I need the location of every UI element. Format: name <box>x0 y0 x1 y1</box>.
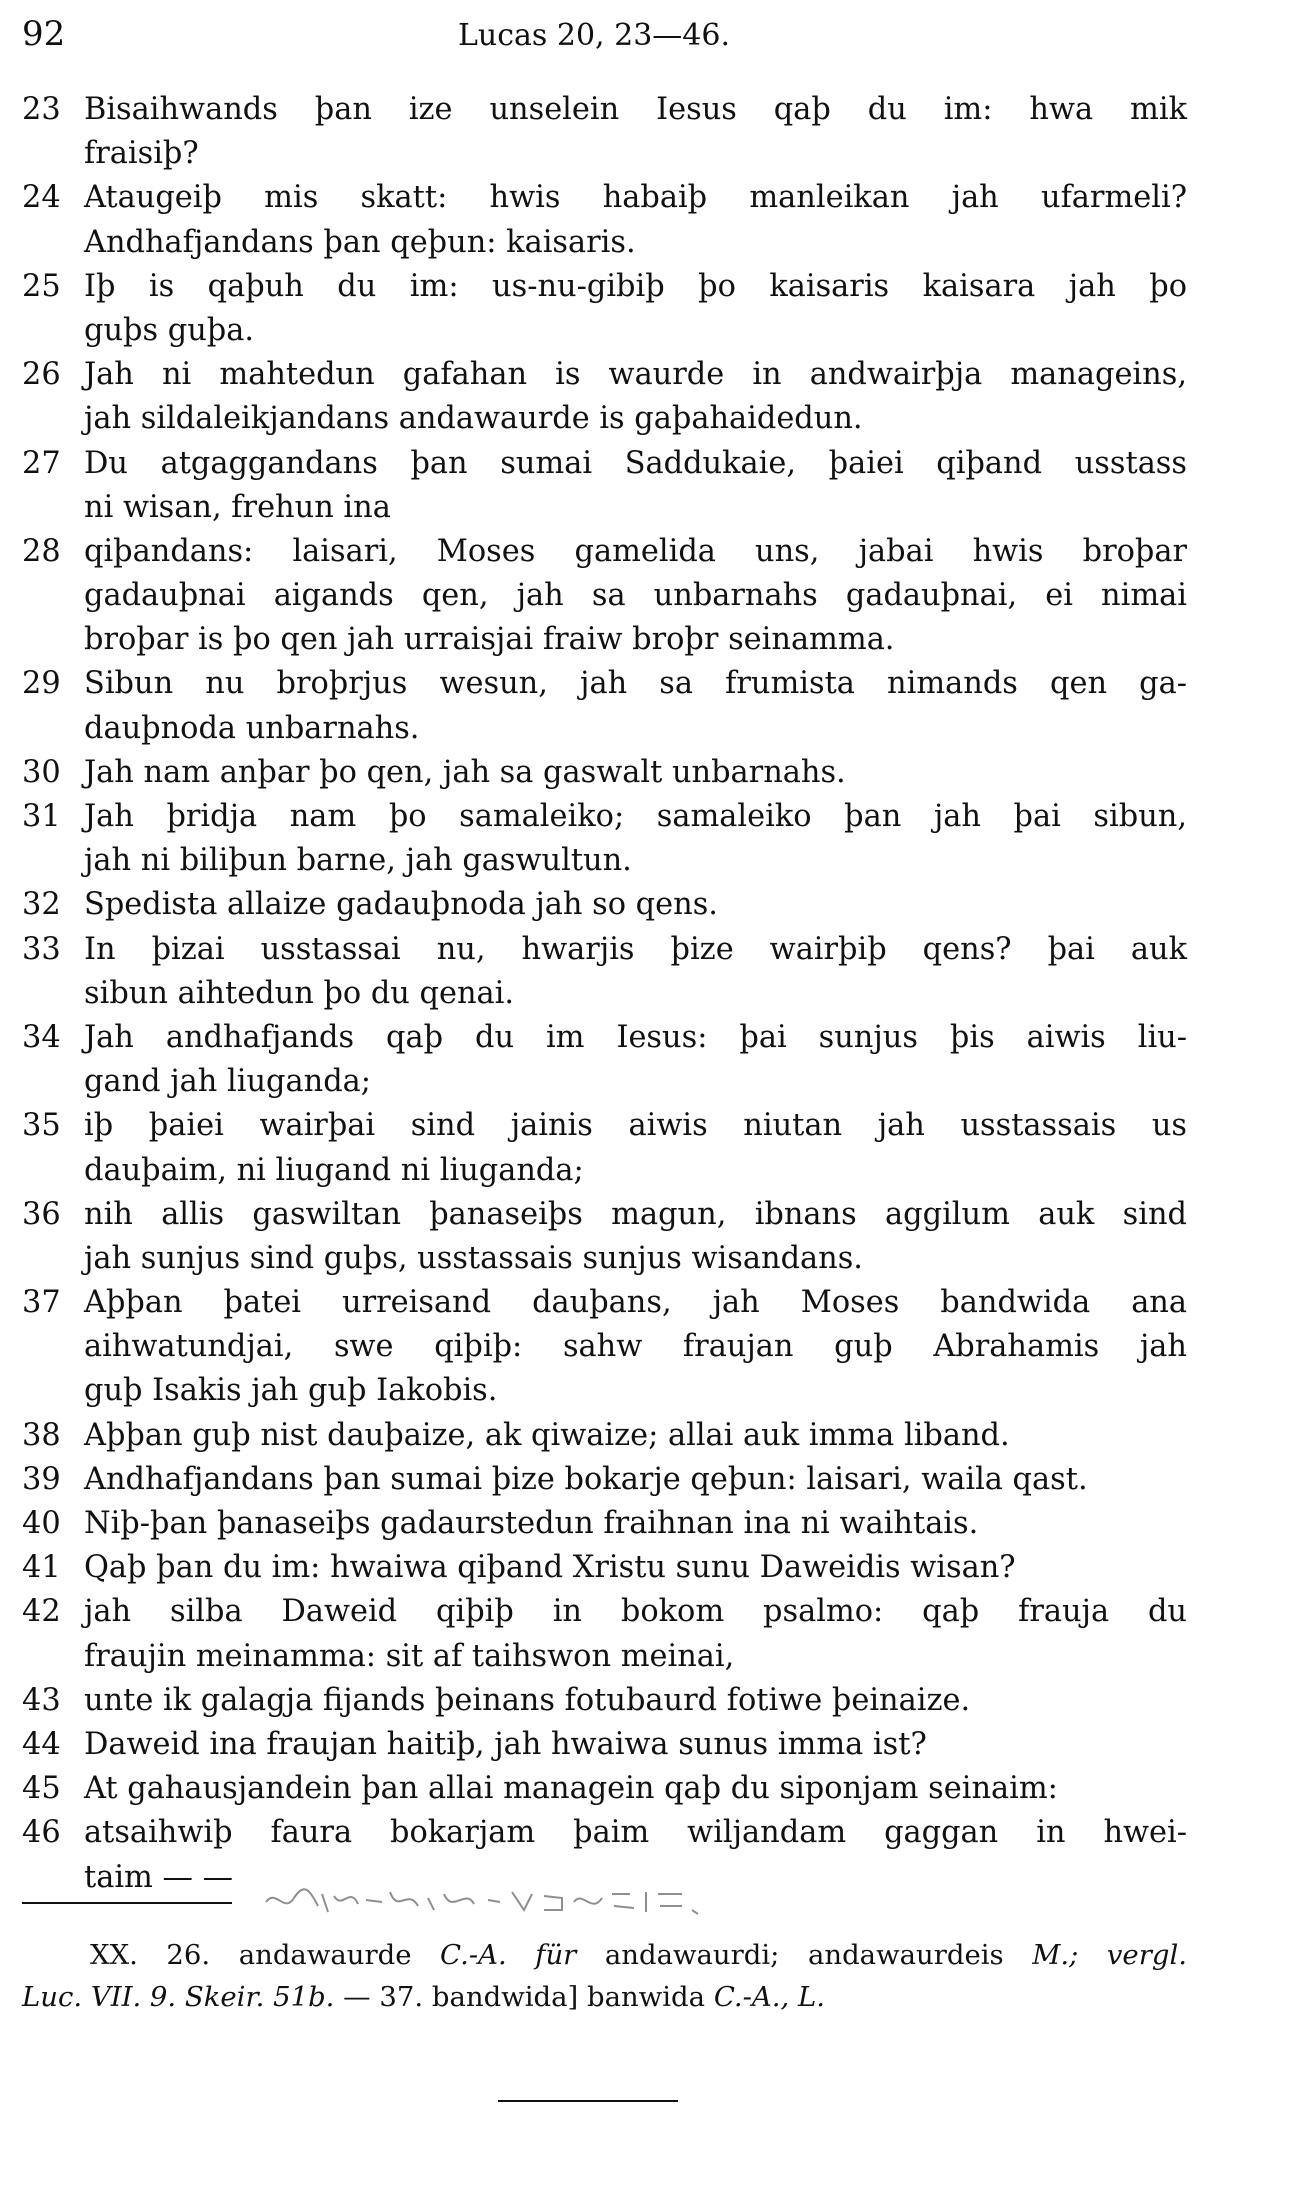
verse-number: 37 <box>22 1285 61 1321</box>
verse-line: Andhafjandans þan sumai þize bokarje qeþun: laisari, waila qast. <box>84 1461 1088 1497</box>
verse-text <box>84 353 1187 441</box>
verse-line: sibun aihtedun þo du qenai. <box>84 975 515 1011</box>
verse-text <box>84 1767 1187 1811</box>
verse-number: 31 <box>22 799 61 835</box>
verse-number: 26 <box>22 357 61 393</box>
verse-number: 40 <box>22 1506 61 1542</box>
verse-number: 46 <box>22 1815 61 1851</box>
verse-number: 28 <box>22 533 61 569</box>
verse-line: Jah andhafjands qaþ du im Iesus: þai sunjus þis aiwis liu- <box>84 1019 1187 1055</box>
verse-line: nih allis gaswiltan þanaseiþs magun, ibnans aggilum auk sind <box>84 1196 1187 1232</box>
footnote-text: andawaurdi; andawaurdeis <box>576 1939 1033 1971</box>
verse-line: At gahausjandein þan allai managein qaþ du siponjam seinaim: <box>84 1771 1058 1807</box>
verse-number: 42 <box>22 1594 61 1630</box>
verse <box>22 1767 1187 1811</box>
verse <box>22 176 1187 264</box>
verse-text <box>84 1458 1187 1502</box>
verse-line: Jah nam anþar þo qen, jah sa gaswalt unbarnahs. <box>84 754 846 790</box>
verse-line: Bisaihwands þan ize unselein Iesus qaþ du im: hwa mik <box>84 92 1187 127</box>
verse-text <box>84 1590 1187 1678</box>
verse-text <box>84 662 1187 750</box>
verse <box>22 751 1187 795</box>
verse <box>22 1590 1187 1678</box>
verse-line: dauþaim, ni liugand ni liuganda; <box>84 1152 584 1188</box>
footnote-line-2 <box>22 1976 1187 2018</box>
verse <box>22 1546 1187 1590</box>
verse-list <box>22 88 1187 1900</box>
verse-number: 24 <box>22 180 61 216</box>
verse-text <box>84 1193 1187 1281</box>
verse-line: Jah ni mahtedun gafahan is waurde in andwairþja manageins, <box>84 357 1187 393</box>
verse-text <box>84 88 1187 176</box>
verse-line: aihwatundjai, swe qiþiþ: sahw fraujan guþ Abrahamis jah <box>84 1329 1187 1365</box>
footnote-siglum: Luc. VII. 9. Skeir. 51b. <box>22 1981 335 2013</box>
verse-line: Andhafjandans þan qeþun: kaisaris. <box>84 224 636 260</box>
verse-text <box>84 1546 1187 1590</box>
verse-number: 41 <box>22 1550 61 1586</box>
verse-line: jah sildaleikjandans andawaurde is gaþahaidedun. <box>84 401 863 437</box>
verse-number: 39 <box>22 1461 61 1497</box>
verse-line: qiþandans: laisari, Moses gamelida uns, jabai hwis broþar <box>84 533 1187 569</box>
verse-line: Qaþ þan du im: hwaiwa qiþand Xristu sunu Daweidis wisan? <box>84 1550 1016 1586</box>
footnote-separator <box>22 1880 1187 1930</box>
verse-line: ni wisan, frehun ina <box>84 489 391 525</box>
verse-line: jah sunjus sind guþs, usstassais sunjus wisandans. <box>84 1240 863 1276</box>
verse <box>22 1193 1187 1281</box>
page-header <box>22 14 1182 64</box>
verse-text <box>84 751 1187 795</box>
footnotes <box>22 1934 1187 2018</box>
verse-number: 30 <box>22 754 61 790</box>
verse-text <box>84 1679 1187 1723</box>
verse-line: Sibun nu broþrjus wesun, jah sa frumista nimands qen ga- <box>84 666 1187 702</box>
verse-line: fraujin meinamma: sit af taihswon meinai, <box>84 1638 735 1674</box>
verse <box>22 353 1187 441</box>
verse-number: 23 <box>22 92 61 127</box>
verse <box>22 1281 1187 1414</box>
closing-rule <box>498 2100 678 2102</box>
verse <box>22 265 1187 353</box>
verse-line: fraisiþ? <box>84 136 199 172</box>
footnote-siglum: C.-A. <box>440 1939 507 1971</box>
footnote-line-1 <box>22 1934 1187 1976</box>
verse-text <box>84 1104 1187 1192</box>
verse-line: taim — — <box>84 1859 233 1895</box>
verse-text <box>84 442 1187 530</box>
verse-line: unte ik galagja fijands þeinans fotubaurd fotiwe þeinaize. <box>84 1682 971 1718</box>
verse-line: Iþ is qaþuh du im: us-nu-gibiþ þo kaisaris kaisara jah þo <box>84 268 1187 304</box>
verse-number: 27 <box>22 445 61 481</box>
verse-number: 25 <box>22 268 61 304</box>
verse <box>22 530 1187 663</box>
verse-line: dauþnoda unbarnahs. <box>84 710 420 746</box>
verse-line: broþar is þo qen jah urraisjai fraiw broþr seinamma. <box>84 622 895 658</box>
footnote-text <box>507 1939 536 1971</box>
verse-line: atsaihwiþ faura bokarjam þaim wiljandam gaggan in hwei- <box>84 1815 1187 1851</box>
verse <box>22 1723 1187 1767</box>
verse-number: 45 <box>22 1771 61 1807</box>
footnote-text: XX. 26. andawaurde <box>90 1939 441 1971</box>
verse <box>22 1104 1187 1192</box>
verse <box>22 1016 1187 1104</box>
footnote-text: — 37. bandwida] banwida <box>334 1981 714 2013</box>
footnote-siglum: C.-A., L. <box>713 1981 825 2013</box>
verse-number: 36 <box>22 1196 61 1232</box>
verse-line: Daweid ina fraujan haitiþ, jah hwaiwa sunus imma ist? <box>84 1727 927 1763</box>
verse <box>22 88 1187 176</box>
verse-text <box>84 265 1187 353</box>
verse <box>22 883 1187 927</box>
verse-line: iþ þaiei wairþai sind jainis aiwis niutan jah usstassais us <box>84 1108 1187 1144</box>
running-head: Lucas 20, 23—46. <box>458 18 730 53</box>
verse-line: jah ni biliþun barne, jah gaswultun. <box>84 843 632 879</box>
verse-text <box>84 530 1187 663</box>
verse-text <box>84 176 1187 264</box>
verse-line: Du atgaggandans þan sumai Saddukaie, þaiei qiþand usstass <box>84 445 1187 481</box>
verse-text <box>84 1281 1187 1414</box>
verse-number: 34 <box>22 1019 61 1055</box>
verse-text <box>84 1016 1187 1104</box>
verse-line: gand jah liuganda; <box>84 1064 372 1100</box>
verse-number: 29 <box>22 666 61 702</box>
verse-number: 33 <box>22 931 61 967</box>
verse-line: jah silba Daweid qiþiþ in bokom psalmo: qaþ frauja du <box>84 1594 1187 1630</box>
verse-line: Spedista allaize gadauþnoda jah so qens. <box>84 887 718 923</box>
verse-text <box>84 795 1187 883</box>
verse-number: 43 <box>22 1682 61 1718</box>
verse <box>22 1679 1187 1723</box>
verse-line: Niþ-þan þanaseiþs gadaurstedun fraihnan ina ni waihtais. <box>84 1506 979 1542</box>
faint-scribble-mark <box>262 1880 722 1924</box>
footnote-siglum: für <box>535 1939 577 1971</box>
verse-line: In þizai usstassai nu, hwarjis þize wairþiþ qens? þai auk <box>84 931 1187 967</box>
verse-line: Aþþan guþ nist dauþaize, ak qiwaize; allai auk imma liband. <box>84 1417 1010 1453</box>
verse-text <box>84 928 1187 1016</box>
verse <box>22 1502 1187 1546</box>
verse <box>22 442 1187 530</box>
footnote-siglum: M.; vergl. <box>1032 1939 1187 1971</box>
verse-text <box>84 1502 1187 1546</box>
footnote-rule <box>22 1902 232 1904</box>
verse-number: 44 <box>22 1727 61 1763</box>
verse <box>22 795 1187 883</box>
verse <box>22 1414 1187 1458</box>
verse <box>22 662 1187 750</box>
verse-line: Ataugeiþ mis skatt: hwis habaiþ manleikan jah ufarmeli? <box>84 180 1187 216</box>
page-number: 92 <box>22 14 66 54</box>
verse-text <box>84 883 1187 927</box>
verse-line: Jah þridja nam þo samaleiko; samaleiko þan jah þai sibun, <box>84 799 1187 835</box>
verse <box>22 928 1187 1016</box>
verse-line: gadauþnai aigands qen, jah sa unbarnahs gadauþnai, ei nimai <box>84 578 1187 614</box>
verse-number: 32 <box>22 887 61 923</box>
verse-text <box>84 1723 1187 1767</box>
verse-number: 38 <box>22 1417 61 1453</box>
verse-line: guþs guþa. <box>84 312 254 348</box>
verse-text <box>84 1414 1187 1458</box>
verse-line: guþ Isakis jah guþ Iakobis. <box>84 1373 498 1409</box>
verse <box>22 1458 1187 1502</box>
verse-number: 35 <box>22 1108 61 1144</box>
verse-line: Aþþan þatei urreisand dauþans, jah Moses bandwida ana <box>84 1285 1187 1321</box>
